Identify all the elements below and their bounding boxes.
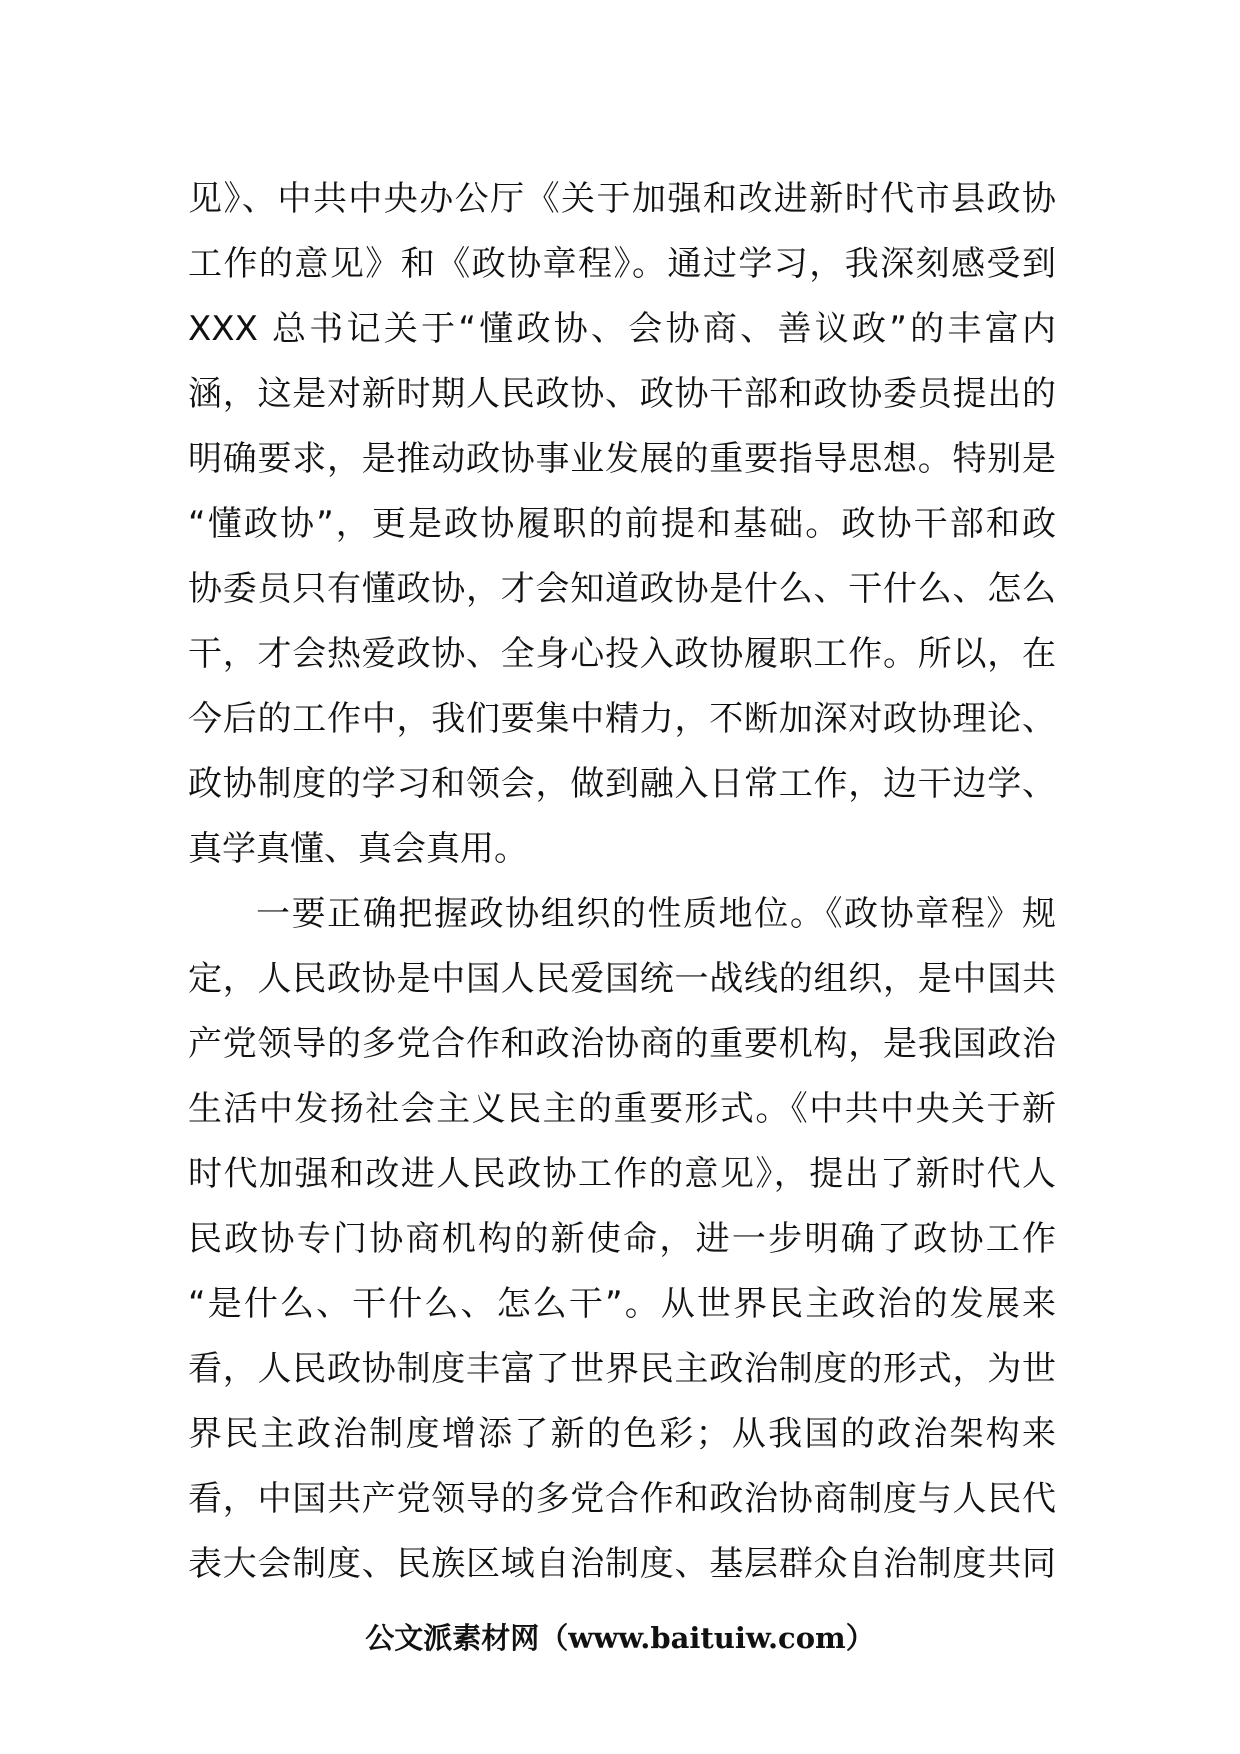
body-line: XXX 总书记关于“懂政协、会协商、善议政”的丰富内 [188,309,1056,349]
body-line: 今后的工作中，我们要集中精力，不断加深对政协理论、 [188,699,1056,739]
body-line: 明确要求，是推动政协事业发展的重要指导思想。特别是 [188,439,1056,479]
body-line: 界民主政治制度增添了新的色彩；从我国的政治架构来 [188,1414,1056,1454]
body-line: “懂政协”，更是政协履职的前提和基础。政协干部和政 [188,504,1056,544]
body-line: 时代加强和改进人民政协工作的意见》，提出了新时代人 [188,1154,1056,1194]
document-body [188,167,1056,1597]
body-line: 看，人民政协制度丰富了世界民主政治制度的形式，为世 [188,1349,1056,1389]
body-line: 表大会制度、民族区域自治制度、基层群众自治制度共同 [188,1544,1056,1584]
body-line: 民政协专门协商机构的新使命，进一步明确了政协工作 [188,1219,1056,1259]
body-line: 涵，这是对新时期人民政协、政协干部和政协委员提出的 [188,374,1056,414]
body-line: 政协制度的学习和领会，做到融入日常工作，边干边学、 [188,764,1056,804]
body-line: 干，才会热爱政协、全身心投入政协履职工作。所以，在 [188,634,1056,674]
body-line: 真学真懂、真会真用。 [188,829,528,869]
body-line: 工作的意见》和《政协章程》。通过学习，我深刻感受到 [188,244,1056,284]
body-line: 生活中发扬社会主义民主的重要形式。《中共中央关于新 [188,1089,1056,1129]
body-line: “是什么、干什么、怎么干”。从世界民主政治的发展来 [188,1284,1056,1324]
body-line: 协委员只有懂政协，才会知道政协是什么、干什么、怎么 [188,569,1056,609]
body-line: 定，人民政协是中国人民爱国统一战线的组织，是中国共 [188,959,1056,999]
body-line: 看，中国共产党领导的多党合作和政治协商制度与人民代 [188,1479,1056,1519]
body-line: 一要正确把握政协组织的性质地位。《政协章程》规 [256,894,1056,934]
body-line: 产党领导的多党合作和政治协商的重要机构，是我国政治 [188,1024,1056,1064]
page-footer: 公文派素材网（www.baituiw.com） [365,1621,875,1655]
body-line: 见》、中共中央办公厅《关于加强和改进新时代市县政协 [188,179,1056,219]
